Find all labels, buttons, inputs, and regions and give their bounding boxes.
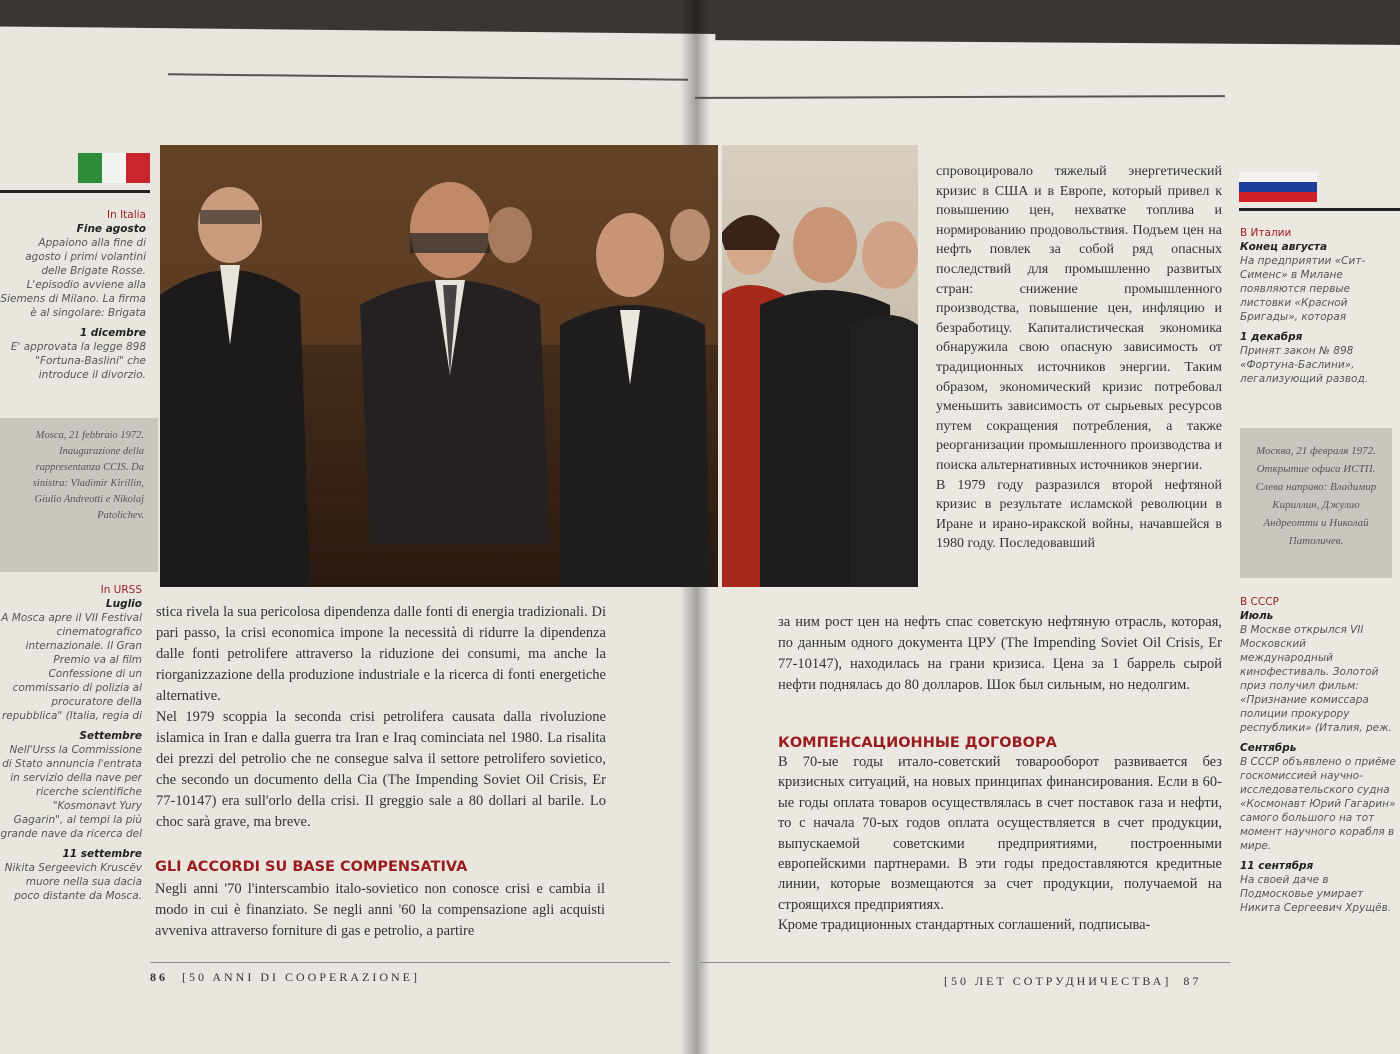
photo-illustration xyxy=(160,145,918,587)
left-sidebar-date-1: Fine agosto xyxy=(76,223,146,235)
left-sidebar-date-2: 1 dicembre xyxy=(79,327,146,339)
right-paragraph-1: за ним рост цен на нефть спас советскую нефтяную отрасль, которая, по данным одного документа ЦРУ (The Impending Soviet Oil Crisis, Er 77-10147), находилась на грани кризиса. Цена за 1 баррель сырой нефти поднялась до 80 долларов. Шок был сильным, но недолгим. xyxy=(778,614,1222,693)
right-sidebar-date-2: 1 декабря xyxy=(1240,331,1303,343)
right-bottom-rule xyxy=(700,962,1230,963)
right-body-text-2 xyxy=(778,752,1222,936)
left-sidebar-date-3: Luglio xyxy=(105,598,142,610)
left-sidebar-entry-2: E' approvata la legge 898 "Fortuna-Baslini" che introduce il divorzio. xyxy=(10,341,146,381)
left-paragraph-3: Negli anni '70 l'interscambio italo-sovietico non conosce crisi e cambia il modo in cui è finanziato. Se negli anni '60 la compensazione agli acquisti avveniva attraverso forniture di gas e petrolio, a partire xyxy=(155,881,605,939)
left-sidebar-date-4: Settembre xyxy=(79,730,142,742)
right-sidebar-entry-1: На предприятии «Сит-Сименс» в Милане появляются первые листовки «Красной Бригады», которая xyxy=(1240,255,1366,323)
russia-flag-icon xyxy=(1239,172,1317,202)
right-sidebar-date-1: Конец августа xyxy=(1240,241,1328,253)
left-sidebar-entry-3: A Mosca apre il VII Festival cinematografico internazionale. Il Gran Premio va al film Confessione di un commissario di polizia al procuratore della repubblica" (Italia, regia di xyxy=(1,612,142,722)
right-sidebar-heading-ussr: В СССР xyxy=(1240,596,1279,608)
right-photo-caption: Москва, 21 февраля 1972. Открытие офиса ИСТП. Слева направо: Владимир Кириллин, Джулио Андреотти и Николай Патоличев. xyxy=(1240,428,1392,578)
left-photo-caption: Mosca, 21 febbraio 1972. Inaugurazione della rappresentanza CCIS. Da sinistra: Vladimir Kirillin, Giulio Andreotti e Nikolaj Patolichev. xyxy=(0,418,158,572)
right-page-number: 87 xyxy=(1183,974,1202,988)
left-paragraph-1: stica rivela la sua pericolosa dipendenza dalle fonti di energia tradizionali. Di pari passo, la crisi economica impone la necessità di ridurre la dipendenza dalle fonti petrolifere attraverso la riduzione dei consumi, ma anche la riorganizzazione della produzione industriale e la ricerca di fonti energetiche alternative. xyxy=(156,604,606,704)
right-column-paragraph-1: спровоцировало тяжелый энергетический кризис в США и в Европе, который привел к повышению цен, нехватке топлива и нормированию продовольствия. Подъем цен на нефть повлек за собой ряд опасных последствий для промышленно развитых стран: снижение промышленного производства, повышение цен, инфляцию и безработицу. Капиталистическая экономика обнаружила свою опасную зависимость от традиционных источников энергии. Таким образом, экономический кризис потребовал уменьшить зависимость от сырьевых ресурсов путем сокращения потребления, а также реорганизации промышленного производства и поиска альтернативных источников энергии. xyxy=(936,164,1222,473)
right-sidebar-entry-5: На своей даче в Подмосковье умирает Никита Сергеевич Хрущёв. xyxy=(1240,874,1392,914)
left-paragraph-2: Nel 1979 scoppia la seconda crisi petrolifera causata dalla rivoluzione islamica in Iran e dalla guerra tra Iran e Iraq cominciata nel 1980. La risalita dei prezzi del petrolio che ne consegue salva il settore petrolifero sovietico, che secondo un documento della Cia (The Impending Soviet Oil Crisis, Er 77-10147) era sull'orlo della crisi. Il greggio sale a 80 dollari al barile. Lo choc sarà grave, ma breve. xyxy=(156,709,606,830)
right-sidebar-entry-4: В СССР объявлено о приёме госкомиссией научно-исследовательского судна «Космонавт Юрий Гагарин» самого большого на тот момент научного корабля в мире. xyxy=(1240,756,1396,852)
left-sidebar-entry-1: Appaiono alla fine di agosto i primi volantini delle Brigate Rosse. L'episodio avviene alla Siemens di Milano. La firma è al singolare: Brigata xyxy=(0,237,146,319)
left-sidebar-heading-italy: In Italia xyxy=(106,209,146,221)
right-column-text xyxy=(936,162,1222,554)
right-sidebar-date-3: Июль xyxy=(1240,610,1274,622)
right-body-text xyxy=(778,612,1222,696)
right-sidebar-date-4: Сентябрь xyxy=(1240,742,1297,754)
right-paragraph-3: Кроме традиционных стандартных соглашений, подписыва- xyxy=(778,917,1151,934)
left-sidebar-heading-urss: In URSS xyxy=(100,584,142,596)
right-sidebar xyxy=(1240,226,1400,392)
right-sidebar-heading-italy: В Италии xyxy=(1240,227,1292,239)
right-sidebar-lower xyxy=(1240,595,1400,921)
right-column-paragraph-2: В 1979 году разразился второй нефтяной кризис в результате исламской революции в Иране и ирано-иракской войны, начавшейся в 1980 году. Последовавший xyxy=(936,477,1222,552)
italy-flag-icon xyxy=(78,153,150,183)
russia-flag-underline xyxy=(1239,208,1400,211)
left-sidebar-lower xyxy=(0,583,142,909)
right-section-heading: КОМПЕНСАЦИОННЫЕ ДОГОВОРА xyxy=(778,735,1057,751)
left-sidebar-entry-5: Nikita Sergeevich Kruscëv muore nella sua dacia poco distante da Mosca. xyxy=(4,862,142,902)
historical-photo xyxy=(160,145,918,587)
right-paragraph-2: В 70-ые годы итало-советский товарооборот развивается без кризисных ситуаций, на новых принципах финансирования. Если в 60-ые годы оплата товаров осуществлялась в счет поставок газа и нефти, то с начала 70-ых годов оплата осуществляется в счет продукции, выпускаемой советскими предприятиями, построенными европейскими партнерами. В эти годы предоставляются кредитные линии, которые возмещаются за счет продукции, получаемой на строящихся предприятиях. xyxy=(778,754,1222,913)
right-footer xyxy=(944,974,1201,989)
right-sidebar-date-5: 11 сентября xyxy=(1240,860,1314,872)
left-footer-title: [50 ANNI DI COOPERAZIONE] xyxy=(182,970,420,984)
left-page-number: 86 xyxy=(150,970,168,984)
left-section-heading: GLI ACCORDI SU BASE COMPENSATIVA xyxy=(155,859,468,875)
left-body-text-2 xyxy=(155,879,605,942)
left-body-text xyxy=(156,602,606,833)
right-sidebar-entry-2: Принят закон № 898 «Фортуна-Баслини», легализующий развод. xyxy=(1240,345,1369,385)
left-sidebar xyxy=(0,208,146,388)
left-sidebar-date-5: 11 settembre xyxy=(62,848,142,860)
left-footer xyxy=(150,970,420,985)
right-sidebar-entry-3: В Москве открылся VII Московский международный кинофестиваль. Золотой приз получил фильм: «Признание комиссара полиции прокурору республики» (Италия, реж. xyxy=(1240,624,1392,734)
left-sidebar-entry-4: Nell'Urss la Commissione di Stato annuncia l'entrata in servizio della nave per ricerche scientifiche "Kosmonavt Yury Gagarin", al tempi la più grande nave da ricerca del xyxy=(0,744,142,840)
left-bottom-rule xyxy=(150,962,670,963)
italy-flag-underline xyxy=(0,190,150,193)
right-footer-title: [50 ЛЕТ СОТРУДНИЧЕСТВА] xyxy=(944,974,1172,988)
